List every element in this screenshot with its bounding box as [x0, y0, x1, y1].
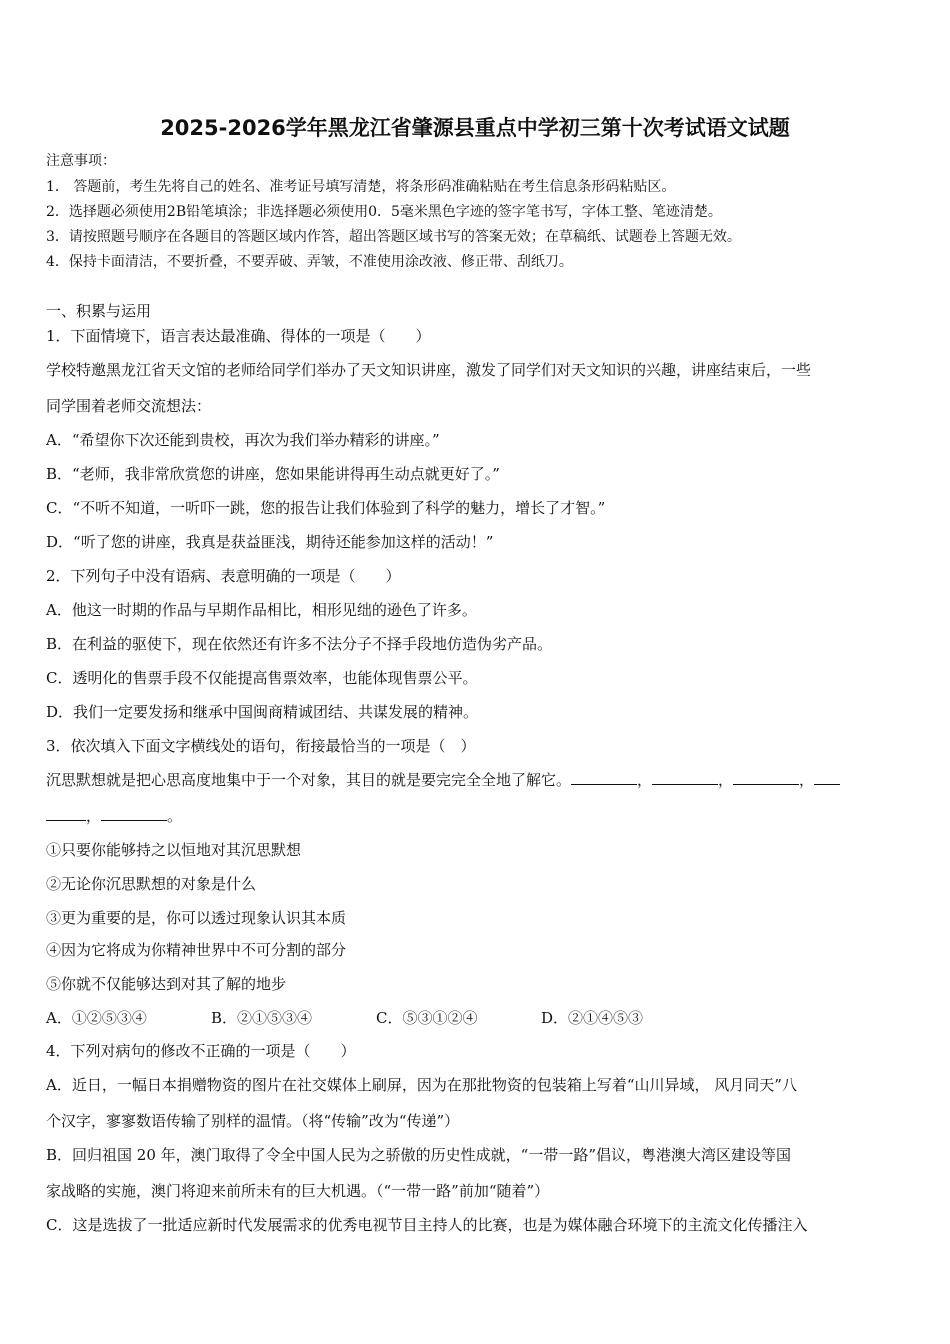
question-3-option-b: B．②①⑤③④ [211, 1009, 313, 1027]
question-1-option-a: A．“希望你下次还能到贵校，再次为我们举办精彩的讲座。” [46, 431, 440, 449]
question-1-stem: 1．下面情境下，语言表达最准确、得体的一项是（ ） [46, 327, 431, 345]
question-3-sentence-2: ②无论你沉思默想的对象是什么 [46, 875, 257, 893]
question-3-sentence-4: ④因为它将成为你精神世界中不可分割的部分 [46, 941, 347, 959]
question-4-option-b-cont: 家战略的实施，澳门将迎来前所未有的巨大机遇。（“一带一路”前加“随着”） [46, 1182, 550, 1200]
question-2-option-c: C．透明化的售票手段不仅能提高售票效率，也能体现售票公平。 [46, 669, 478, 687]
notice-item: 2．选择题必须使用2B铅笔填涂；非选择题必须使用0．5毫米黑色字迹的签字笔书写，字体工整、笔迹清楚。 [46, 204, 722, 220]
question-2-option-d: D．我们一定要发扬和继承中国闽商精诚团结、共谋发展的精神。 [46, 703, 479, 721]
question-1-context: 同学围着老师交流想法： [46, 397, 212, 415]
question-4-stem: 4．下列对病句的修改不正确的一项是（ ） [46, 1042, 356, 1060]
blank-line [46, 806, 86, 821]
question-1-option-d: D．“听了您的讲座，我真是获益匪浅，期待还能参加这样的活动！” [46, 533, 494, 551]
question-2-option-b: B．在利益的驱使下，现在依然还有许多不法分子不择手段地仿造伪劣产品。 [46, 635, 553, 653]
question-3-option-d: D．②①④⑤③ [541, 1009, 644, 1027]
question-3-option-a: A．①②⑤③④ [46, 1009, 147, 1027]
question-3-options [46, 1008, 643, 1028]
notice-item: 1． 答题前，考生先将自己的姓名、准考证号填写清楚，将条形码准确粘贴在考生信息条形码粘贴区。 [46, 179, 676, 195]
question-4-option-c: C．这是选拔了一批适应新时代发展需求的优秀电视节目主持人的比赛，也是为媒体融合环境下的主流文化传播注入 [46, 1216, 808, 1234]
question-2-option-a: A．他这一时期的作品与早期作品相比，相形见绌的逊色了许多。 [46, 601, 477, 619]
question-3-sentence-5: ⑤你就不仅能够达到对其了解的地步 [46, 975, 287, 993]
question-2-stem: 2．下列句子中没有语病、表意明确的一项是（ ） [46, 567, 401, 585]
question-4-option-a: A．近日，一幅日本捐赠物资的图片在社交媒体上刷屏，因为在那批物资的包装箱上写着“山川异域， 风月同天”八 [46, 1076, 797, 1094]
blank-line [101, 806, 167, 821]
section-heading: 一、积累与运用 [46, 302, 152, 320]
question-1-option-c: C．“不听不知道，一听吓一跳，您的报告让我们体验到了科学的魅力，增长了才智。” [46, 499, 606, 517]
notice-heading: 注意事项： [46, 153, 116, 169]
question-3-context: 沉思默想就是把心思高度地集中于一个对象，其目的就是要完完全全地了解它。 ， ， ， [46, 770, 840, 790]
notice-item: 3．请按照题号顺序在各题目的答题区域内作答，超出答题区域书写的答案无效；在草稿纸、试题卷上答题无效。 [46, 229, 741, 245]
notice-item: 4．保持卡面清洁，不要折叠，不要弄破、弄皱，不准使用涂改液、修正带、刮纸刀。 [46, 254, 573, 270]
blank-line [652, 770, 718, 785]
page-title: 2025-2026学年黑龙江省肇源县重点中学初三第十次考试语文试题 [160, 116, 790, 140]
blank-line [733, 770, 799, 785]
question-3-sentence-3: ③更为重要的是，你可以透过现象认识其本质 [46, 909, 347, 927]
question-3-sentence-1: ①只要你能够持之以恒地对其沉思默想 [46, 841, 302, 859]
question-3-option-c: C．⑤③①②④ [376, 1009, 478, 1027]
question-1-option-b: B．“老师，我非常欣赏您的讲座，您如果能讲得再生动点就更好了。” [46, 465, 500, 483]
question-4-option-a-cont: 个汉字，寥寥数语传输了别样的温情。（将“传输”改为“传递”） [46, 1112, 460, 1130]
question-4-option-b: B．回归祖国 20 年，澳门取得了令全中国人民为之骄傲的历史性成就，“一带一路”倡议，粤港澳大湾区建设等国 [46, 1146, 791, 1164]
question-1-context: 学校特邀黑龙江省天文馆的老师给同学们举办了天文知识讲座，激发了同学们对天文知识的兴趣，讲座结束后，一些 [46, 361, 812, 379]
question-3-context-cont: ， 。 [46, 806, 182, 826]
blank-line [571, 770, 637, 785]
blank-line [814, 770, 840, 785]
question-3-stem: 3．依次填入下面文字横线处的语句，衔接最恰当的一项是（ ） [46, 737, 476, 755]
question-3-context-text: 沉思默想就是把心思高度地集中于一个对象，其目的就是要完完全全地了解它。 [46, 771, 572, 789]
